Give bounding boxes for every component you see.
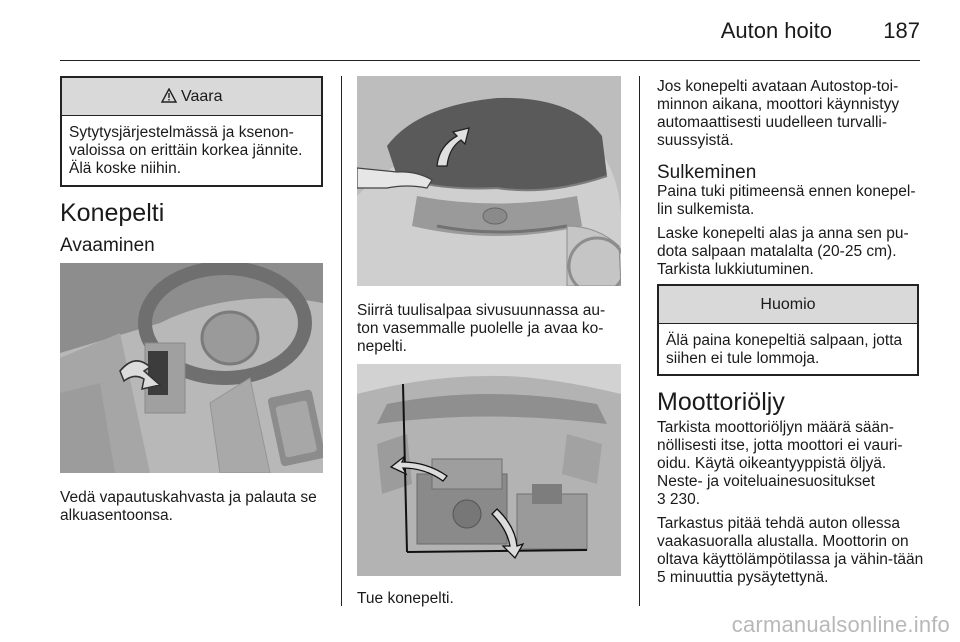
sulkeminen-heading: Sulkeminen [657,162,757,183]
oil-paragraph-2: Tarkastus pitää tehdä auton ollessa vaakasuoralla alustalla. Moottorin on oltava käyttölämpötilassa ja vähin-tään 5 minuuttia pysäytettynä. [657,515,924,586]
safety-catch-caption: Siirrä tuulisalpaa sivusuunnassa au-ton vasemmalle puolelle ja avaa ko-nepelti. [357,302,606,355]
column-divider-right [639,76,640,606]
note-box-text: Älä paina konepeltiä salpaan, jotta siihen ei tule lommoja. [666,332,903,367]
release-caption: Vedä vapautuskahvasta ja palauta se alkuasentoonsa. [60,489,317,524]
moottorioljy-heading: Moottoriöljy [657,388,785,416]
warning-triangle-icon [161,88,181,105]
note-box-header: Huomio [659,286,917,324]
closing-paragraph-2: Laske konepelti alas ja anna sen pu-dota salpaan matalalta (20-25 cm). Tarkista lukkiutuminen. [657,225,909,278]
cross-reference-arrow-icon: 3 [657,491,666,508]
note-box [657,284,919,376]
support-caption: Tue konepelti. [357,590,454,607]
warning-box-title: Vaara [180,88,223,105]
autostop-paragraph: Jos konepelti avataan Autostop-toi-minnon aikana, moottori käynnistyy automaattisesti uudelleen turvalli-suussyistä. [657,78,900,149]
watermark: carmanualsonline.info [731,612,950,637]
column-divider-left [341,76,342,606]
hood-opening-illustration [357,76,621,286]
oil-text: Tarkista moottoriöljyn määrä sään-nöllisesti itse, jotta moottori ei vauri-oidu. Käytä oikeantyyppistä öljyä. Neste- ja voiteluainesuositukset [657,419,903,490]
closing-paragraph-1: Paina tuki pitimeensä ennen konepel-lin sulkemista. [657,183,916,218]
warning-box-header [62,78,321,116]
page-number: 187 [883,18,920,43]
cross-reference-page: 230. [665,491,701,508]
header-rule [60,60,920,61]
hood-support-illustration [357,364,621,576]
warning-box [60,76,323,187]
konepelti-heading: Konepelti [60,199,165,227]
avaaminen-heading: Avaaminen [60,235,155,256]
hood-release-illustration [60,263,323,473]
oil-paragraph-1 [657,419,925,509]
warning-box-text: Sytytysjärjestelmässä ja ksenon-valoissa on erittäin korkea jännite. Älä koske niihin. [69,124,303,177]
running-header-title: Auton hoito [720,18,832,43]
